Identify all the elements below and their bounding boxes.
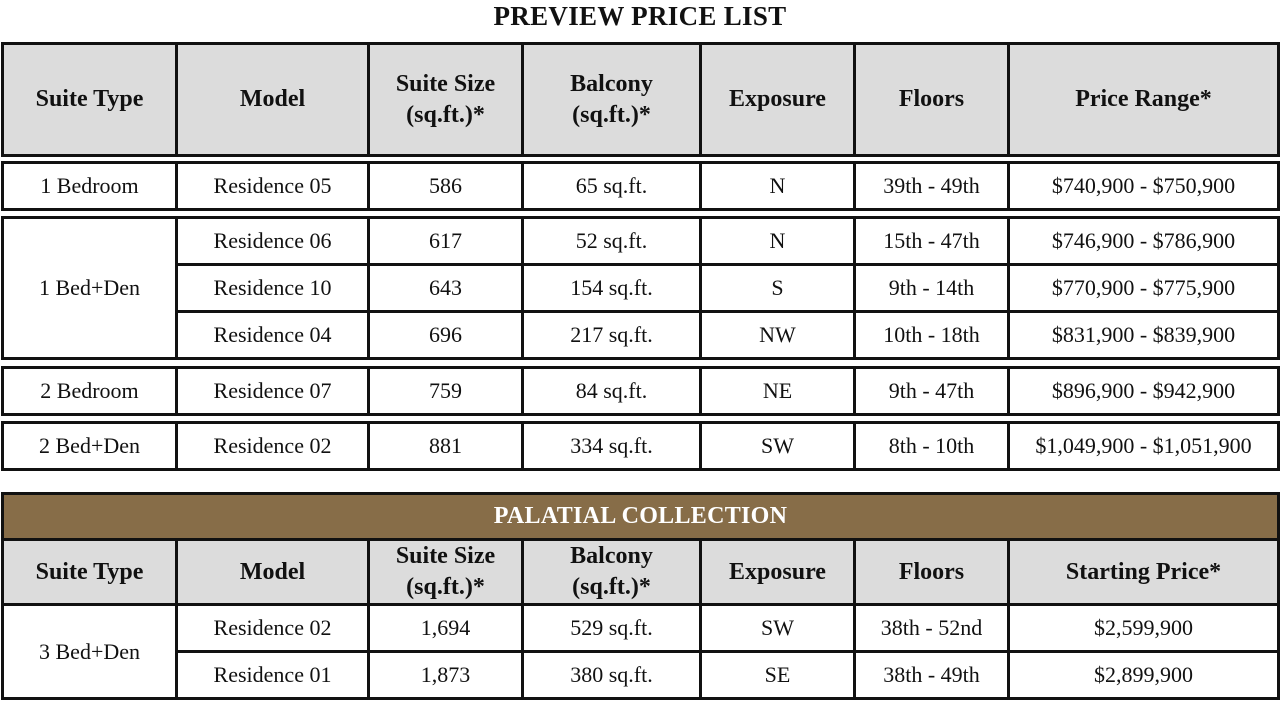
col-header-balcony: Balcony (sq.ft.)* [523,44,701,156]
table-row [3,265,1279,312]
col-header-exposure: Exposure [701,540,855,605]
suite-type-cell: 3 Bed+Den [3,605,177,699]
suite-group-table [1,366,1280,416]
suite-group-table [1,216,1280,360]
floors-cell: 9th - 47th [855,368,1009,415]
suite-type-cell: 1 Bed+Den [3,218,177,359]
suite-size-cell: 617 [369,218,523,265]
price-table-header [1,42,1280,157]
exposure-cell: NW [701,312,855,359]
price-cell: $1,049,900 - $1,051,900 [1009,423,1279,470]
suite-size-cell: 643 [369,265,523,312]
page-title: PREVIEW PRICE LIST [493,1,787,31]
price-cell: $2,599,900 [1009,605,1279,652]
model-cell: Residence 05 [177,163,369,210]
balcony-cell: 380 sq.ft. [523,652,701,699]
floors-cell: 10th - 18th [855,312,1009,359]
price-cell: $896,900 - $942,900 [1009,368,1279,415]
col-header-suite-size: Suite Size (sq.ft.)* [369,44,523,156]
price-cell: $740,900 - $750,900 [1009,163,1279,210]
table-row [3,423,1279,470]
floors-cell: 15th - 47th [855,218,1009,265]
floors-cell: 39th - 49th [855,163,1009,210]
suite-type-cell: 1 Bedroom [3,163,177,210]
balcony-cell: 84 sq.ft. [523,368,701,415]
exposure-cell: S [701,265,855,312]
suite-size-cell: 586 [369,163,523,210]
col-header-starting-price: Starting Price* [1009,540,1279,605]
col-header-price-range: Price Range* [1009,44,1279,156]
exposure-cell: N [701,163,855,210]
suite-group-table [1,161,1280,211]
floors-cell: 9th - 14th [855,265,1009,312]
col-header-floors: Floors [855,44,1009,156]
suite-type-cell: 2 Bedroom [3,368,177,415]
suite-size-cell: 1,873 [369,652,523,699]
col-header-suite-type: Suite Type [3,44,177,156]
exposure-cell: N [701,218,855,265]
col-header-floors: Floors [855,540,1009,605]
balcony-cell: 217 sq.ft. [523,312,701,359]
suite-type-cell: 2 Bed+Den [3,423,177,470]
model-cell: Residence 04 [177,312,369,359]
col-header-suite-type: Suite Type [3,540,177,605]
balcony-cell: 52 sq.ft. [523,218,701,265]
exposure-cell: NE [701,368,855,415]
col-header-model: Model [177,540,369,605]
suite-size-cell: 696 [369,312,523,359]
table-row [3,312,1279,359]
model-cell: Residence 06 [177,218,369,265]
col-header-suite-size: Suite Size (sq.ft.)* [369,540,523,605]
model-cell: Residence 07 [177,368,369,415]
balcony-cell: 529 sq.ft. [523,605,701,652]
exposure-cell: SW [701,423,855,470]
floors-cell: 38th - 49th [855,652,1009,699]
col-header-exposure: Exposure [701,44,855,156]
model-cell: Residence 02 [177,605,369,652]
table-row [3,218,1279,265]
suite-size-cell: 881 [369,423,523,470]
suite-size-cell: 1,694 [369,605,523,652]
floors-cell: 38th - 52nd [855,605,1009,652]
model-cell: Residence 01 [177,652,369,699]
palatial-collection-banner: PALATIAL COLLECTION [3,494,1279,540]
suite-group-table [1,421,1280,471]
suite-size-cell: 759 [369,368,523,415]
model-cell: Residence 02 [177,423,369,470]
exposure-cell: SW [701,605,855,652]
price-cell: $770,900 - $775,900 [1009,265,1279,312]
palatial-table [1,492,1280,700]
price-cell: $831,900 - $839,900 [1009,312,1279,359]
balcony-cell: 65 sq.ft. [523,163,701,210]
table-row [3,163,1279,210]
price-cell: $746,900 - $786,900 [1009,218,1279,265]
price-cell: $2,899,900 [1009,652,1279,699]
balcony-cell: 334 sq.ft. [523,423,701,470]
table-row [3,368,1279,415]
exposure-cell: SE [701,652,855,699]
balcony-cell: 154 sq.ft. [523,265,701,312]
floors-cell: 8th - 10th [855,423,1009,470]
col-header-model: Model [177,44,369,156]
model-cell: Residence 10 [177,265,369,312]
col-header-balcony: Balcony (sq.ft.)* [523,540,701,605]
